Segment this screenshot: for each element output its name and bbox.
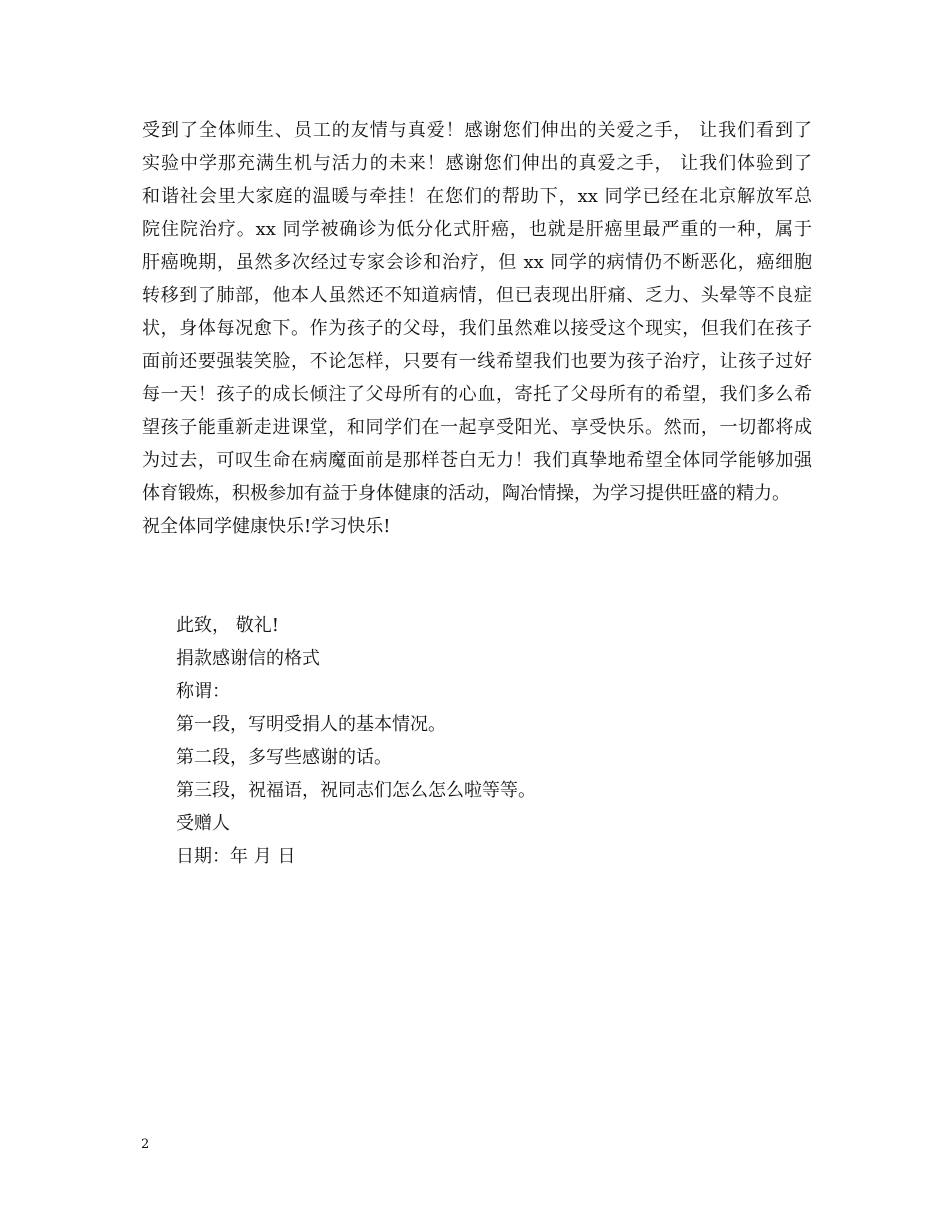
wishes-line: 祝全体同学健康快乐!学习快乐!: [142, 516, 391, 537]
paragraph-line: 肝癌晚期，虽然多次经过专家会诊和治疗，但 xx 同学的病情仍不断恶化，癌细胞: [142, 252, 812, 273]
letter-body-paragraph: [142, 114, 812, 543]
paragraph-line: 望孩子能重新走进课堂，和同学们在一起享受阳光、享受快乐。然而，一切都将成: [142, 417, 812, 438]
paragraph-line: 面前还要强装笑脸，不论怎样，只要有一线希望我们也要为孩子治疗，让孩子过好: [142, 351, 812, 372]
closing-salute: 此致， 敬礼!: [176, 615, 279, 636]
paragraph-line: 和谐社会里大家庭的温暖与牵挂！在您们的帮助下，xx 同学已经在北京解放军总: [142, 186, 812, 207]
paragraph-line: 转移到了肺部，他本人虽然还不知道病情，但已表现出肝痛、乏力、头晕等不良症: [142, 285, 812, 306]
format-paragraph-2: 第二段，多写些感谢的话。: [176, 747, 392, 768]
paragraph-line: 实验中学那充满生机与活力的未来！感谢您们伸出的真爱之手， 让我们体验到了: [142, 153, 812, 174]
date-line: 日期：年 月 日: [176, 846, 296, 867]
format-heading: 捐款感谢信的格式: [176, 648, 320, 669]
format-paragraph-3: 第三段，祝福语，祝同志们怎么怎么啦等等。: [176, 780, 536, 801]
format-paragraph-1: 第一段，写明受捐人的基本情况。: [176, 714, 446, 735]
page-number: 2: [141, 1137, 150, 1152]
letter-closing-block: [176, 609, 536, 873]
paragraph-line: 为过去，可叹生命在病魔面前是那样苍白无力！我们真挚地希望全体同学能够加强: [142, 450, 812, 471]
recipient-line: 受赠人: [176, 813, 230, 834]
paragraph-line: 院住院治疗。xx 同学被确诊为低分化式肝癌，也就是肝癌里最严重的一种，属于: [142, 219, 812, 240]
paragraph-line: 受到了全体师生、员工的友情与真爱！感谢您们伸出的关爱之手， 让我们看到了: [142, 120, 812, 141]
salutation-line: 称谓：: [176, 681, 230, 702]
paragraph-line: 体育锻炼，积极参加有益于身体健康的活动，陶冶情操，为学习提供旺盛的精力。: [142, 483, 790, 504]
paragraph-line: 状，身体每况愈下。作为孩子的父母，我们虽然难以接受这个现实，但我们在孩子: [142, 318, 812, 339]
paragraph-line: 每一天！孩子的成长倾注了父母所有的心血，寄托了父母所有的希望，我们多么希: [142, 384, 812, 405]
